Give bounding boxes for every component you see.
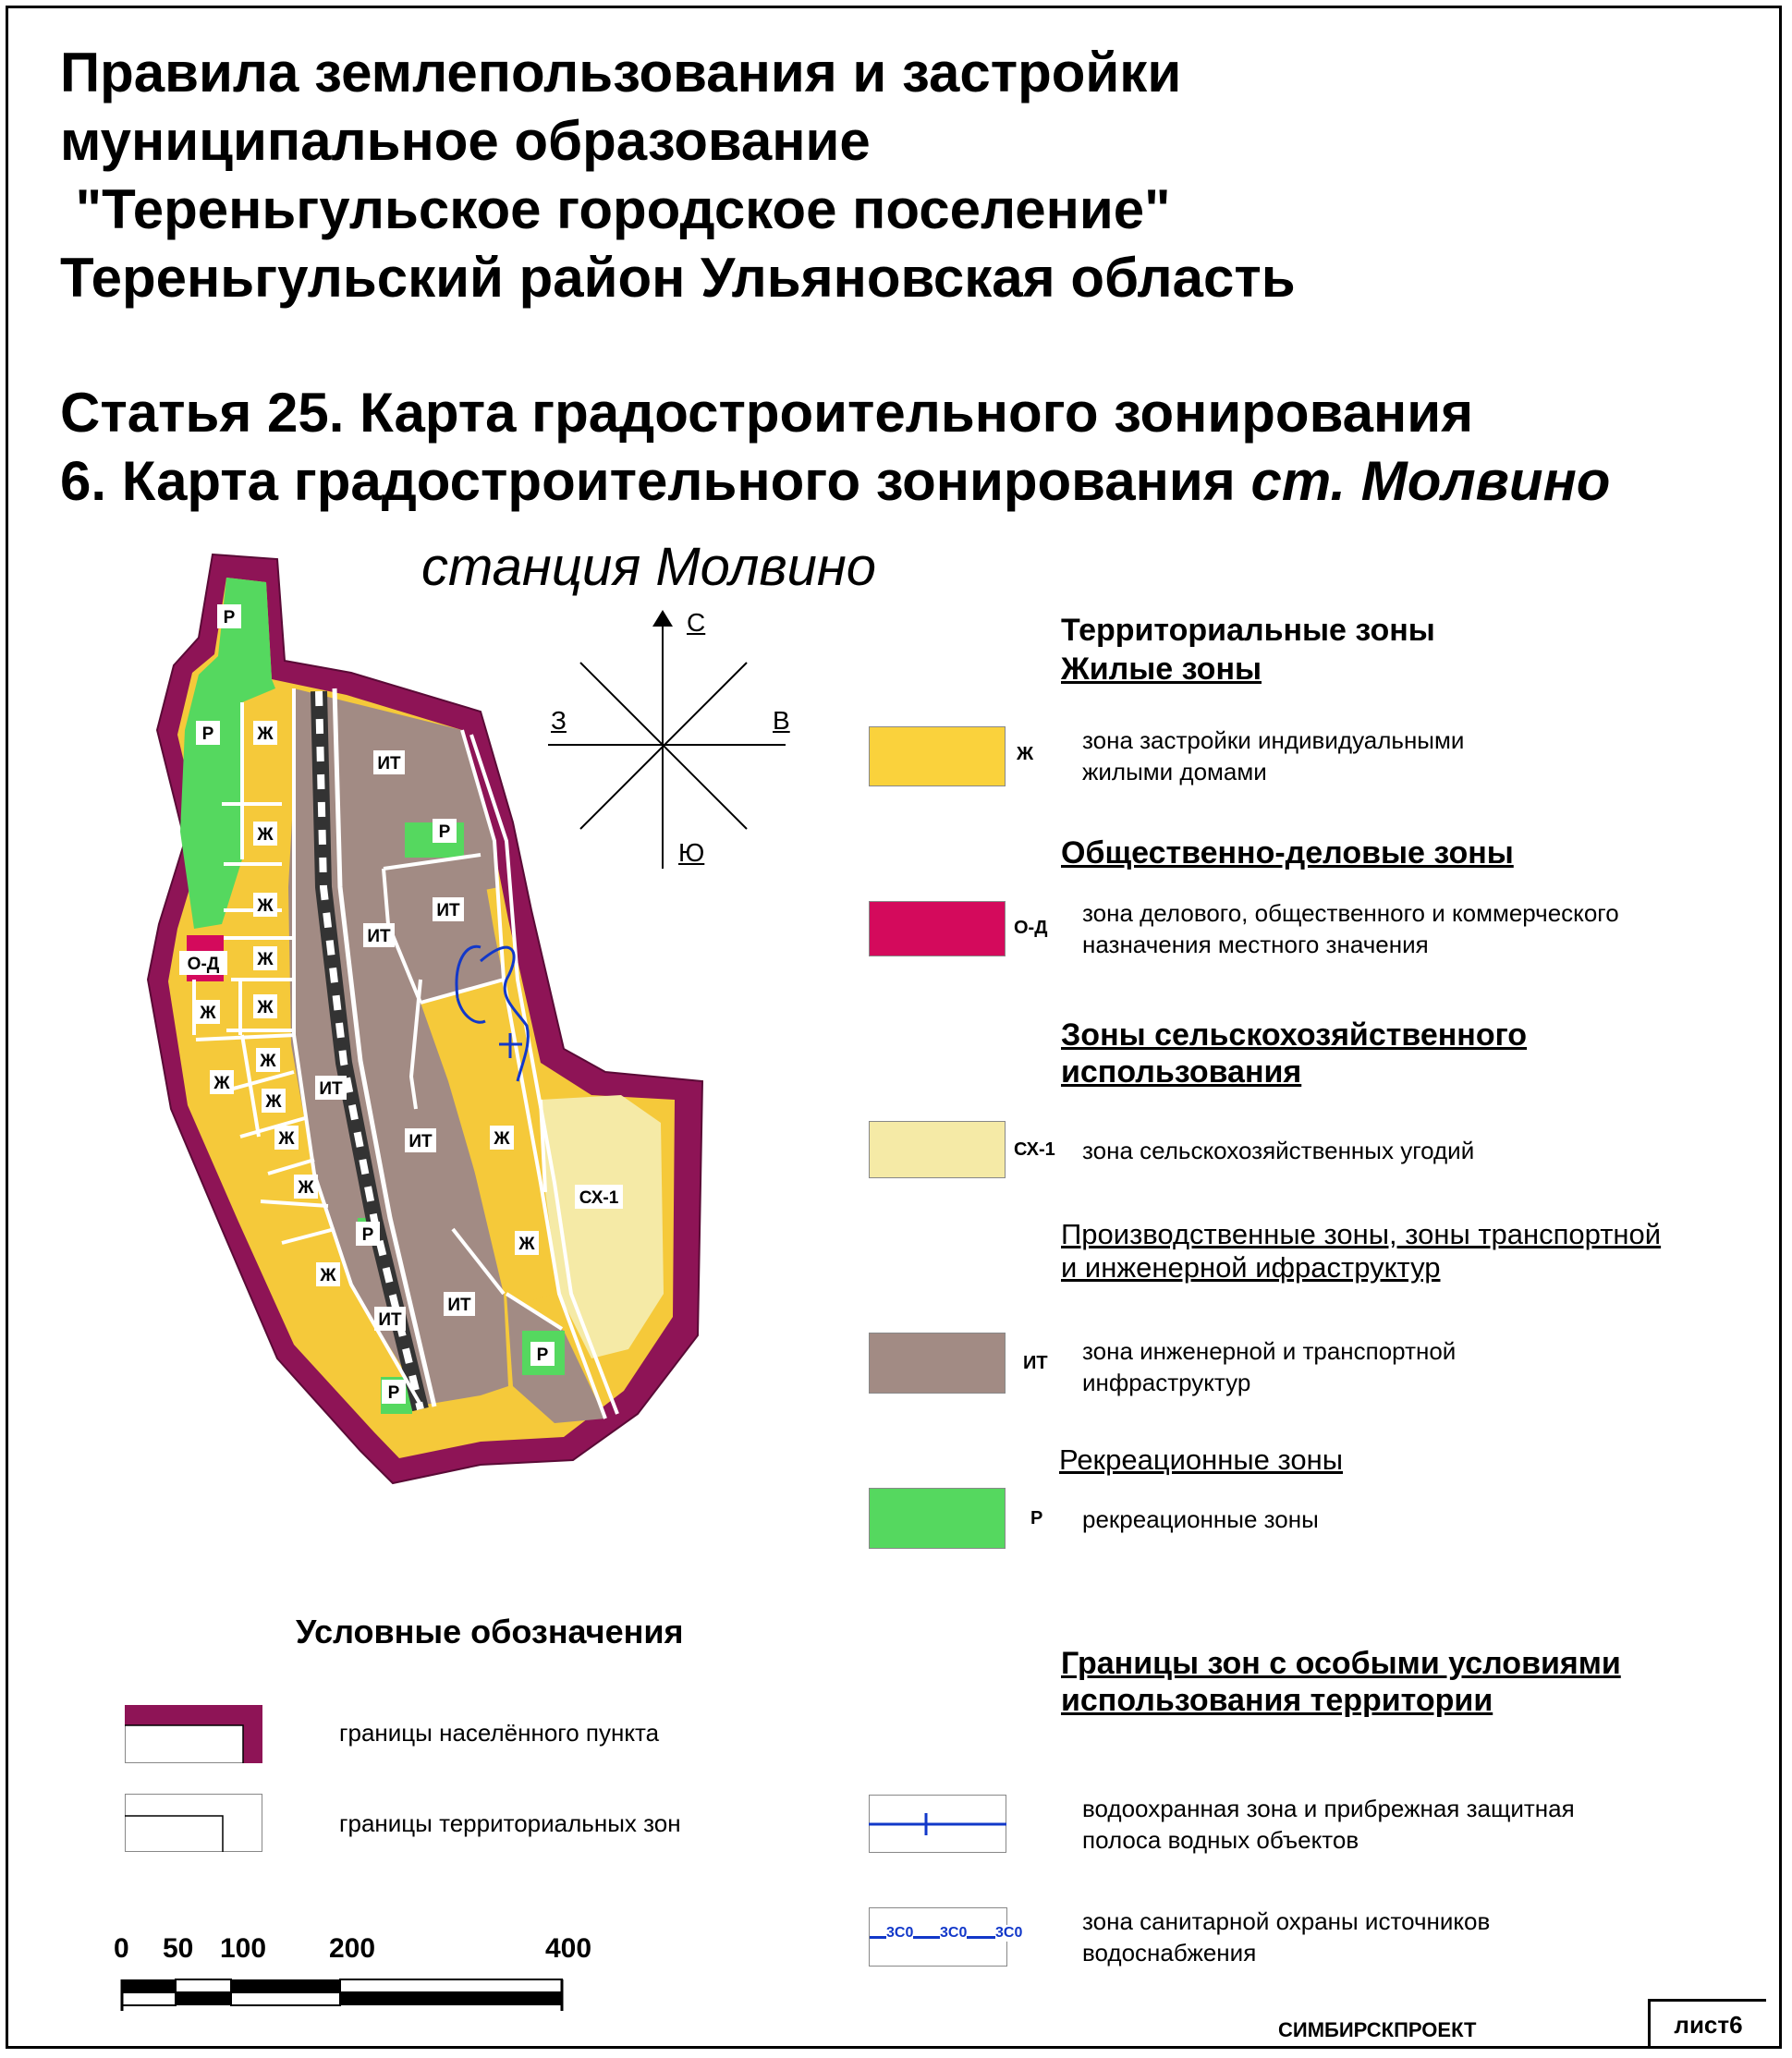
recreation-code: Р (1030, 1508, 1043, 1528)
zone-label: Ж (213, 1074, 230, 1093)
zone-border-symbol (125, 1794, 263, 1853)
zone-label: ИТ (367, 927, 391, 946)
industrial-desc: зона инженерной и транспортной инфраструктур (1082, 1337, 1457, 1396)
zone-label: Р (536, 1346, 549, 1365)
zone-label: Ж (200, 1004, 216, 1023)
public-desc: зона делового, общественного и коммерческого назначения местного значения (1082, 899, 1619, 958)
sanitary-zone-symbol: 3С0 3С0 3С0 (869, 1907, 1007, 1967)
zone-label: Р (223, 608, 236, 627)
zone-label: Ж (298, 1178, 314, 1198)
compass-south: Ю (678, 838, 705, 867)
zone-label: Р (387, 1383, 400, 1403)
zone-label: ИТ (436, 901, 460, 920)
zone-label: ИТ (408, 1132, 433, 1151)
agri-swatch (869, 1121, 1006, 1178)
zone-label: Ж (518, 1235, 535, 1254)
water-protection-desc: водоохранная зона и прибрежная защитная полоса водных объектов (1082, 1795, 1575, 1854)
zone-label: Ж (257, 950, 274, 969)
residential-swatch (869, 726, 1006, 786)
legend-title: Условные обозначения (296, 1613, 684, 1650)
agri-code: СХ-1 (1014, 1139, 1055, 1160)
zone-label: Ж (320, 1266, 336, 1285)
zone-label: ИТ (447, 1296, 471, 1315)
recreation-desc: рекреационные зоны (1082, 1505, 1319, 1533)
zone-label: Ж (278, 1129, 295, 1149)
special-heading: Границы зон с особыми условиями использования территории (1061, 1646, 1621, 1718)
recreation-swatch (869, 1488, 1006, 1549)
public-code: О-Д (1014, 918, 1048, 938)
zone-label: ИТ (378, 1310, 402, 1330)
industrial-code: ИТ (1023, 1353, 1048, 1373)
residential-desc: зона застройки индивидуальными жилыми домами (1082, 726, 1465, 785)
scale-label-400: 400 (545, 1933, 592, 1964)
industrial-heading: Производственные зоны, зоны транспортной и инженерной ифраструктур (1061, 1218, 1662, 1284)
scale-label-200: 200 (329, 1933, 376, 1964)
public-swatch (869, 901, 1006, 956)
organization-name: СИМБИРСКПРОЕКТ (1278, 2018, 1477, 2041)
scale-bar (120, 1978, 566, 2013)
settlement-border-label: границы населённого пункта (339, 1719, 660, 1747)
scale-label-50: 50 (163, 1933, 194, 1964)
zone-label: Р (201, 725, 214, 744)
zone-label: ИТ (319, 1079, 343, 1099)
zone-label: ИТ (377, 754, 401, 773)
agri-desc: зона сельскохозяйственных угодий (1082, 1137, 1475, 1164)
public-heading: Общественно-деловые зоны (1061, 835, 1514, 871)
zone-border-label: границы территориальных зон (339, 1809, 681, 1837)
zone-label: Ж (260, 1052, 276, 1071)
zone-label: Ж (265, 1092, 282, 1112)
station-name: станция Молвино (421, 537, 877, 597)
article-line-2: 6. Карта градостроительного зонирования ст. Молвино (60, 450, 1611, 512)
article-line-1: Статья 25. Карта градостроительного зонирования (60, 382, 1474, 444)
settlement-border-symbol (125, 1705, 263, 1764)
water-protection-symbol (869, 1795, 1007, 1854)
agri-heading: Зоны сельскохозяйственного использования (1061, 1017, 1528, 1090)
industrial-swatch (869, 1333, 1006, 1394)
scale-label-100: 100 (220, 1933, 267, 1964)
zone-label: Ж (257, 998, 274, 1017)
compass-west: З (551, 706, 567, 735)
residential-heading: Жилые зоны (1061, 651, 1262, 687)
zone-label: Ж (257, 725, 274, 744)
residential-code: Ж (1017, 744, 1034, 764)
compass-north: С (687, 608, 706, 637)
zone-label: Ж (257, 825, 274, 845)
zone-label: СХ-1 (579, 1188, 619, 1208)
territorial-zones-heading: Территориальные зоны (1061, 613, 1435, 648)
compass-east: В (773, 706, 790, 735)
zone-label: Р (438, 822, 451, 842)
recreation-heading: Рекреационные зоны (1059, 1443, 1344, 1476)
zone-label: Ж (257, 896, 274, 916)
zone-label: Ж (494, 1129, 510, 1149)
zone-label: О-Д (187, 955, 220, 974)
sanitary-zone-desc: зона санитарной охраны источников водоснабжения (1082, 1907, 1491, 1967)
sheet-number: лист6 (1648, 1999, 1766, 2049)
scale-label-0: 0 (114, 1933, 129, 1964)
document-title: Правила землепользования и застройки муниципальное образование "Тереньгульское городское поселение" Тереньгульский район Ульяновская область (60, 42, 1296, 309)
zone-label: Р (361, 1225, 374, 1245)
